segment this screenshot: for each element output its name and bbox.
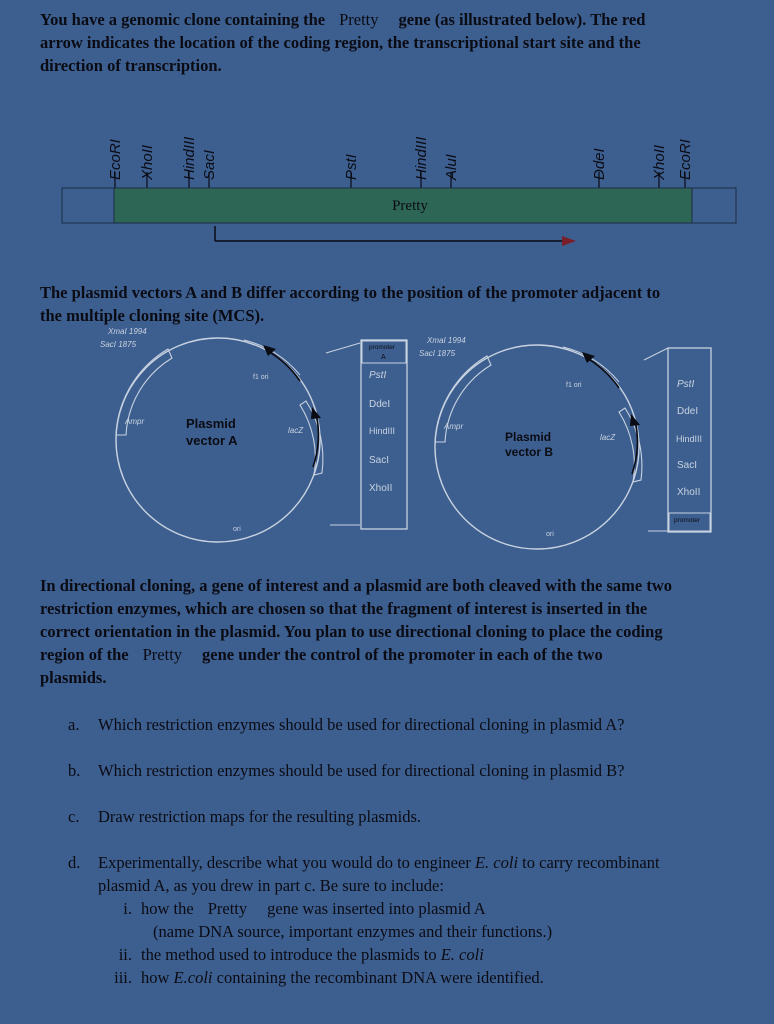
intro-line-3: direction of transcription. <box>40 56 222 75</box>
question-d-i-line2: (name DNA source, important enzymes and their functions.) <box>153 922 553 941</box>
intro-line-2: arrow indicates the location of the coding region, the transcriptional start site and the <box>40 33 641 52</box>
question-c <box>68 805 758 828</box>
intro-text-1: You have a genomic clone containing the <box>40 10 326 29</box>
question-d-iii-post: containing the recombinant DNA were identified. <box>216 968 544 987</box>
site-label: HindIII <box>181 136 198 180</box>
plasmid-b-f1: f1 ori <box>566 382 582 389</box>
question-d <box>68 851 768 989</box>
plasmid-a-amp: Ampr <box>125 417 145 426</box>
question-a-label: a. <box>68 715 80 734</box>
plasmid-intro-line-1: The plasmid vectors A and B differ according to the position of the promoter adjacent to <box>40 283 661 302</box>
plasmid-a-mcs-site: DdeI <box>369 399 391 410</box>
site-label: AluI <box>443 154 460 180</box>
question-d-iii-ecoli: E.coli <box>173 968 213 987</box>
plasmid-a-mcs-site: HindIII <box>369 426 396 436</box>
question-d-line1-post: to carry recombinant <box>522 853 660 872</box>
plasmid-intro-line-2: the multiple cloning site (MCS). <box>40 306 265 325</box>
plasmid-a-site2: SacI 1875 <box>100 340 137 349</box>
site-label: SacI <box>201 149 218 180</box>
plasmid-diagram <box>0 325 774 555</box>
plasmid-b-promoter: promoter <box>674 517 701 524</box>
directional-line-1: In directional cloning, a gene of interest and a plasmid are both cleaved with the same two <box>40 576 673 595</box>
question-b-label: b. <box>68 761 81 780</box>
question-c-text: Draw restriction maps for the resulting plasmids. <box>98 807 422 826</box>
plasmid-b-amp: Ampr <box>444 422 464 431</box>
plasmid-a-mcs-site: SacI <box>369 455 390 466</box>
plasmid-a-ori: ori <box>233 526 241 533</box>
plasmid-a-name-1: Plasmid <box>186 416 236 431</box>
transcription-arrowhead <box>562 236 576 246</box>
plasmid-a-lacz: lacZ <box>288 426 304 435</box>
plasmid-a-site1: XmaI 1994 <box>108 327 147 336</box>
directional-line-5: plasmids. <box>40 668 107 687</box>
plasmid-b-site1: XmaI 1994 <box>427 336 466 345</box>
directional-line-3: correct orientation in the plasmid. You plan to use directional cloning to place the coding <box>40 622 663 641</box>
plasmid-b-lacz-arrowhead <box>630 414 640 426</box>
gene-name: Pretty <box>207 899 248 918</box>
intro-text-2: gene (as illustrated below). The red <box>398 10 646 29</box>
plasmid-b-site2: SacI 1875 <box>419 349 456 358</box>
directional-paragraph <box>40 574 765 689</box>
directional-line-2: restriction enzymes, which are chosen so that the fragment of interest is inserted in the <box>40 599 648 618</box>
question-d-ii-label: ii. <box>118 945 132 964</box>
question-d-line2: plasmid A, as you drew in part c. Be sure to include: <box>98 876 444 895</box>
gene-map <box>0 100 774 260</box>
plasmid-b-mcs-site: PstI <box>677 379 695 390</box>
plasmid-a-f1: f1 ori <box>253 374 269 381</box>
question-c-label: c. <box>68 807 80 826</box>
site-label: XhoII <box>139 144 156 180</box>
plasmid-b <box>419 336 711 549</box>
plasmid-a-name-2: vector A <box>186 433 238 448</box>
question-b <box>68 759 758 782</box>
plasmid-b-name-1: Plasmid <box>505 430 552 444</box>
plasmid-b-name-2: vector B <box>505 445 554 459</box>
question-d-line1-pre: Experimentally, describe what you would do to engineer <box>98 853 471 872</box>
gene-name: Pretty <box>339 10 379 29</box>
directional-line-4b: gene under the control of the promoter in each of the two <box>202 645 603 664</box>
question-d-i-post: gene was inserted into plasmid A <box>267 899 486 918</box>
gene-name: Pretty <box>142 645 183 664</box>
question-a <box>68 713 758 736</box>
question-d-i-pre: how the <box>141 899 194 918</box>
plasmid-intro <box>40 281 760 327</box>
site-label: XhoII <box>651 144 668 180</box>
question-d-label: d. <box>68 853 81 872</box>
intro-paragraph <box>40 8 760 77</box>
question-d-ii-ecoli: E. coli <box>440 945 484 964</box>
plasmid-a-arrow <box>268 351 300 381</box>
question-a-text: Which restriction enzymes should be used for directional cloning in plasmid A? <box>98 715 625 734</box>
plasmid-b-mcs-site: XhoII <box>677 487 701 498</box>
plasmid-a-promoter-letter: A <box>381 354 386 361</box>
question-d-iii-label: iii. <box>114 968 132 987</box>
plasmid-b-mcs-site: DdeI <box>677 406 699 417</box>
question-d-iii-pre: how <box>141 968 170 987</box>
site-label: HindIII <box>413 136 430 180</box>
plasmid-a-lacz-arrowhead <box>311 407 321 419</box>
plasmid-b-mcs-site: SacI <box>677 460 698 471</box>
question-d-ii-pre: the method used to introduce the plasmids to <box>141 945 437 964</box>
plasmid-b-arrow <box>587 358 619 388</box>
plasmid-a <box>100 327 407 542</box>
plasmid-a-mcs-site: XhoII <box>369 483 393 494</box>
site-label: DdeI <box>591 148 608 180</box>
question-d-ecoli: E. coli <box>474 853 519 872</box>
directional-line-4a: region of the <box>40 645 129 664</box>
plasmid-a-promoter: promoter <box>369 344 396 351</box>
plasmid-b-ori: ori <box>546 531 554 538</box>
plasmid-b-lacz: lacZ <box>600 433 616 442</box>
plasmid-a-mcs-site: PstI <box>369 370 387 381</box>
question-d-i-label: i. <box>123 899 132 918</box>
gene-label: Pretty <box>392 198 428 214</box>
question-b-text: Which restriction enzymes should be used for directional cloning in plasmid B? <box>98 761 625 780</box>
gene-flank-left <box>62 188 114 223</box>
gene-flank-right <box>692 188 736 223</box>
site-label: EcoRI <box>677 139 694 180</box>
site-label: PstI <box>343 154 360 180</box>
site-label: EcoRI <box>107 139 124 180</box>
plasmid-b-mcs-site: HindIII <box>676 434 703 444</box>
